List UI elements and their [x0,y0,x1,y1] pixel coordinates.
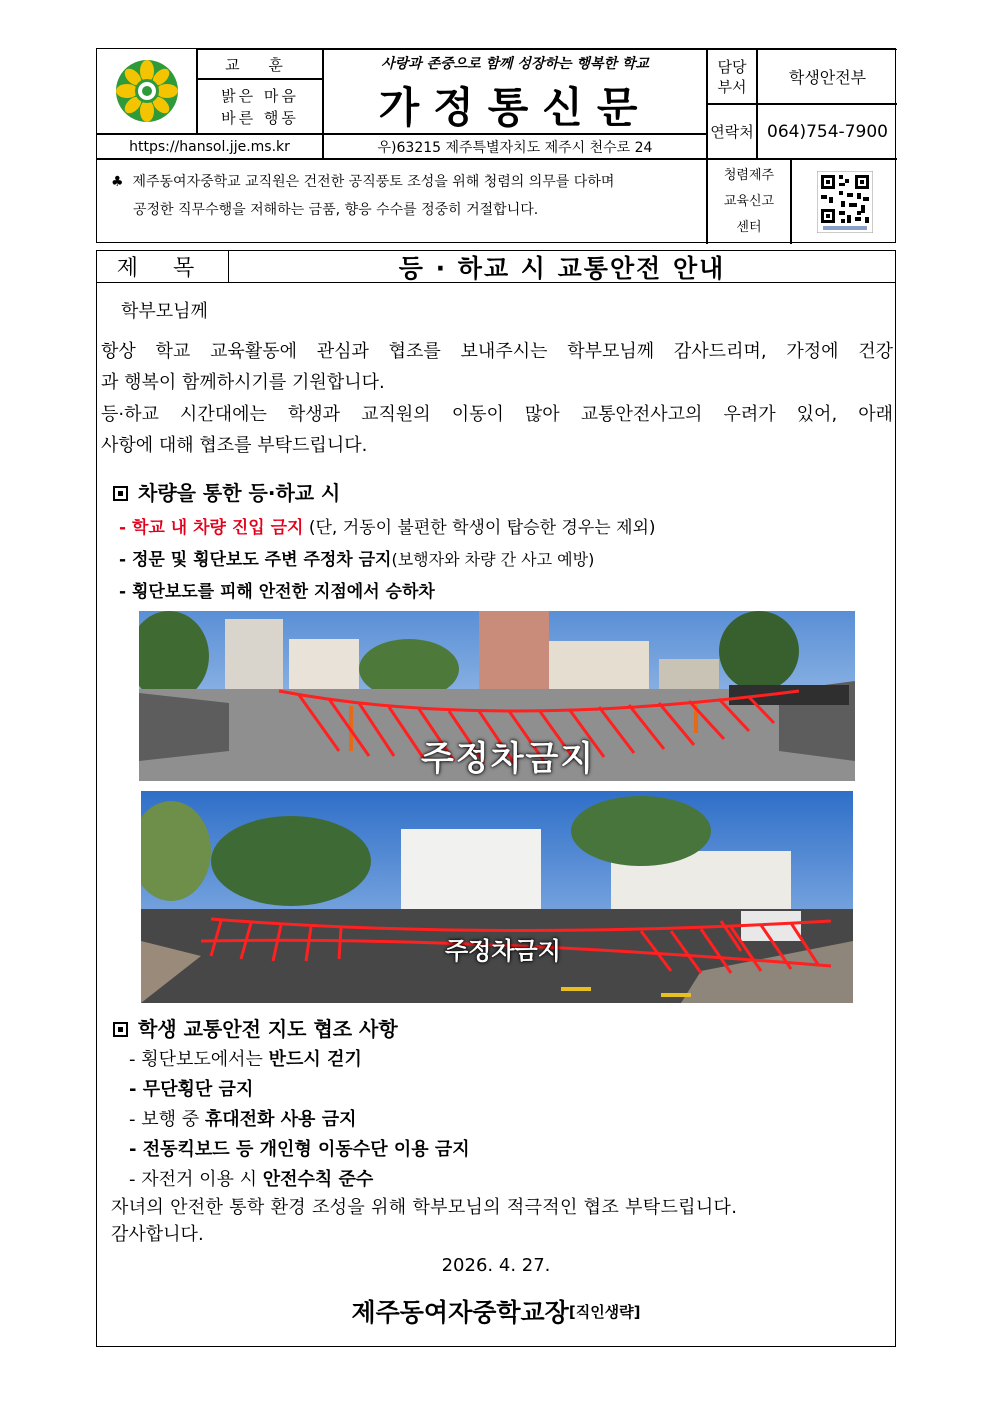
section1-item2 [119,545,594,570]
newsletter-header [96,48,896,243]
club-icon: ♣ [111,174,124,190]
contact-label: 연락처 [707,104,757,159]
school-address: 우)63215 제주특별자치도 제주시 천수로 24 [323,134,707,159]
s2-item3-text: - 보행 중 [129,1109,205,1130]
section1-item3: - 횡단보도를 피해 안전한 지점에서 승하차 [119,582,435,602]
signature-block [97,1296,895,1329]
school-gate-photo-2 [141,791,853,1003]
motto-line-1: 밝은 마음 [221,86,299,105]
section1-title: 차량을 통한 등·하교 시 [138,481,341,505]
school-gate-photo-1 [139,611,855,781]
section2-item1 [129,1045,362,1071]
principal-signature: 제주동여자중학교장 [351,1298,569,1327]
dept-label-2: 부서 [717,77,747,96]
section2-heading [113,1013,398,1042]
seal-note: [직인생략] [568,1303,641,1321]
notice-line-2: 공정한 직무수행을 저해하는 금품, 향응 수수를 정중히 거절합니다. [133,202,539,218]
qr-code-icon[interactable] [817,171,873,233]
item1-note: (단, 거동이 불편한 학생이 탑승한 경우는 제외) [303,518,656,538]
school-url[interactable]: https://hansol.jje.ms.kr [97,134,323,159]
s2-item1-emphasis: 반드시 걷기 [268,1049,362,1070]
para1-line1: 항상 학교 교육활동에 관심과 협조를 보내주시는 학부모님께 감사드리며, 가정에 건강 [101,341,893,362]
newsletter-title: 가정통신문 [378,82,652,132]
s2-item5-emphasis: 안전수칙 준수 [262,1169,374,1190]
motto-line-2: 바른 행동 [221,108,299,127]
report-line-3: 센터 [736,220,762,235]
photo2-no-parking-label: 주정차금지 [445,937,561,965]
section2-item4: - 전동킥보드 등 개인형 이동수단 이용 금지 [129,1139,470,1160]
s2-item1-text: - 횡단보도에서는 [129,1049,269,1070]
item2-emphasis: - 정문 및 횡단보도 주변 주정차 금지 [119,550,392,570]
para1-line2: 과 행복이 함께하시기를 기원합니다. [101,372,385,393]
dept-label-1: 담당 [717,57,747,76]
greeting: 학부모님께 [121,301,208,322]
section2-item2: - 무단횡단 금지 [129,1079,254,1100]
qr-cell [791,159,897,244]
slogan: 사랑과 존중으로 함께 성장하는 행복한 학교 [381,55,649,72]
title-cell [323,49,707,134]
integrity-notice [97,159,707,244]
photo1-no-parking-label: 주정차금지 [421,739,596,779]
report-center-label [707,159,791,244]
contact-value: 064)754-7900 [757,104,897,159]
para2-line2: 사항에 대해 협조를 부탁드립니다. [101,435,368,456]
item1-emphasis: 학교 내 차량 진입 금지 [131,518,304,538]
subject-label: 제 목 [97,251,229,283]
square-bullet-icon [113,1022,128,1037]
para2-line1: 등·하교 시간대에는 학생과 교직원의 이동이 많아 교통안전사고의 우려가 있어, 아래 [101,404,893,425]
motto-label: 교 훈 [197,49,323,79]
section1-heading [113,477,340,506]
item1-dash: - [119,518,132,538]
closing-line-2: 감사합니다. [111,1224,204,1245]
logo-cell [97,49,197,134]
school-emblem-icon [114,58,180,124]
closing-line-1: 자녀의 안전한 통학 환경 조성을 위해 학부모님의 적극적인 협조 부탁드립니다. [111,1197,738,1218]
section2-item3 [129,1105,356,1131]
report-line-2: 교육신고 [723,194,775,209]
motto-text [197,79,323,134]
subject-title: 등 · 하교 시 교통안전 안내 [229,251,895,283]
dept-label [707,49,757,104]
report-line-1: 청렴제주 [723,168,775,183]
letter-body [96,250,896,1347]
section1-item1 [119,513,656,538]
s2-item3-emphasis: 휴대전화 사용 금지 [204,1109,357,1130]
square-bullet-icon [113,486,128,501]
issue-date: 2026. 4. 27. [441,1255,551,1276]
dept-value: 학생안전부 [757,49,897,104]
item2-note: (보행자와 차량 간 사고 예방) [391,550,595,569]
section2-item5 [129,1165,373,1191]
section2-title: 학생 교통안전 지도 협조 사항 [138,1017,398,1041]
s2-item5-text: - 자전거 이용 시 [129,1169,263,1190]
notice-line-1: 제주동여자중학교 교직원은 건전한 공직풍토 조성을 위해 청렴의 의무를 다하며 [132,174,615,190]
